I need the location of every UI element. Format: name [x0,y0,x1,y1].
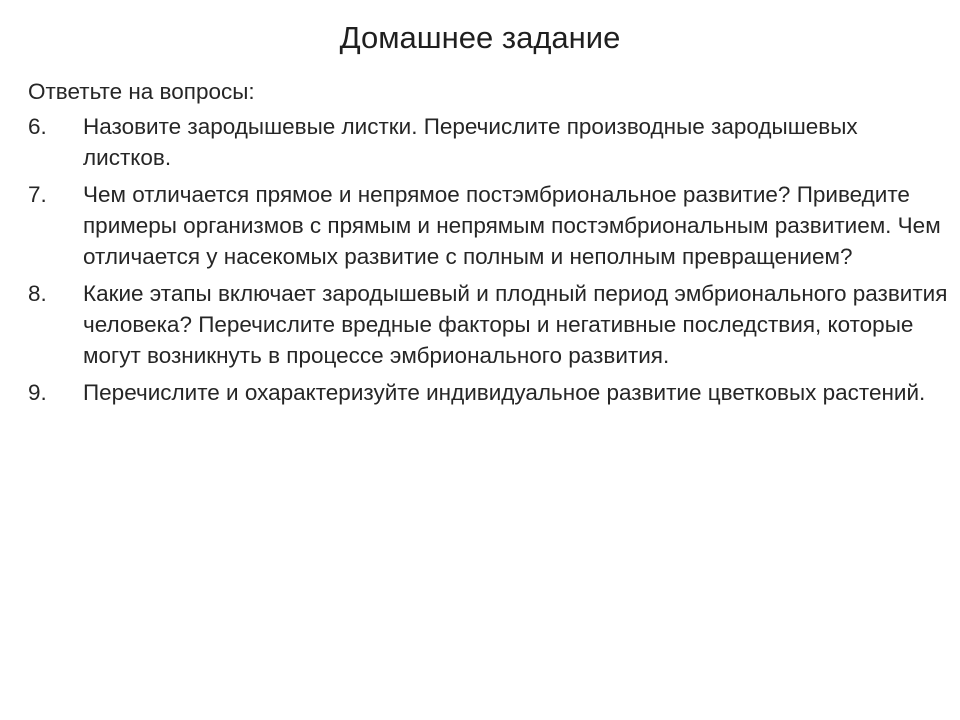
question-number: 9. [28,380,47,405]
intro-text: Ответьте на вопросы: [28,79,255,104]
question-text: Чем отличается прямое и непрямое постэмбриональное развитие? Приведите примеры организмов с прямым и непрямым постэмбриональным развитием. Чем отличается у насекомых развитие с полным и неполным превращением? [83,182,941,269]
question-item-9 [28,377,948,408]
slide-content [28,76,948,414]
question-text: Перечислите и охарактеризуйте индивидуальное развитие цветковых растений. [83,380,926,405]
slide-title: Домашнее задание [339,20,621,55]
question-item-6 [28,111,948,173]
question-text: Назовите зародышевые листки. Перечислите производные зародышевых листков. [83,114,858,170]
question-item-8 [28,278,948,371]
question-item-7 [28,179,948,272]
question-number: 8. [28,281,47,306]
question-list [28,111,948,408]
question-number: 7. [28,182,47,207]
question-text: Какие этапы включает зародышевый и плодный период эмбрионального развития человека? Перечислите вредные факторы и негативные последствия, которые могут возникнуть в процессе эмбрионального развития. [83,281,948,368]
question-number: 6. [28,114,47,139]
